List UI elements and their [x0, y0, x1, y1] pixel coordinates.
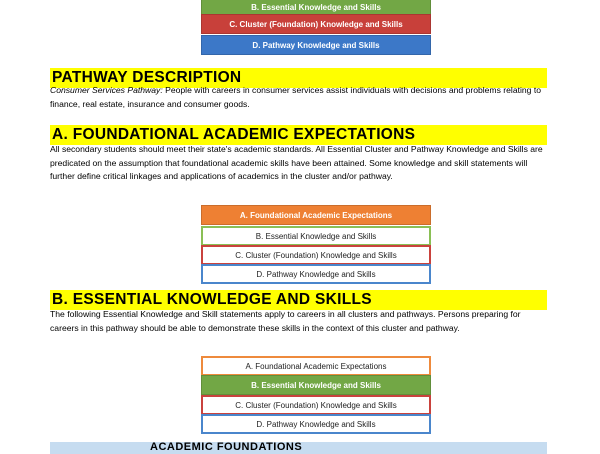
stack-b-box-a	[201, 356, 431, 376]
pathway-description-body: People with careers in consumer services assist individuals with decisions and problems relating to finance, real estate, insurance and consumer goods.	[50, 85, 542, 109]
top-box-b-label: B. Essential Knowledge and Skills	[251, 3, 381, 12]
stack-a-box-b	[201, 226, 431, 246]
section-a-heading: A. FOUNDATIONAL ACADEMIC EXPECTATIONS	[50, 125, 547, 145]
stack-a-box-d	[201, 264, 431, 284]
stack-b-box-a-label: A. Foundational Academic Expectations	[245, 361, 387, 371]
top-box-d	[201, 35, 431, 55]
stack-a-box-a	[201, 205, 431, 225]
section-a-text: All secondary students should meet their state's academic standards. All Essential Cluster and Pathway Knowledge and Skills are predicated on the assumption that foundational academic skills have been attained. Some knowledge and skill statements will further define critical linkages and applications of academics in the cluster and/or pathway.	[50, 144, 543, 181]
stack-a-box-b-label: B. Essential Knowledge and Skills	[255, 231, 377, 241]
stack-b-box-d	[201, 414, 431, 434]
stack-b-box-b-label: B. Essential Knowledge and Skills	[251, 380, 381, 390]
stack-b-box-d-label: D. Pathway Knowledge and Skills	[256, 419, 376, 429]
bottom-heading: ACADEMIC FOUNDATIONS	[150, 441, 303, 453]
top-box-c-label: C. Cluster (Foundation) Knowledge and Skills	[229, 19, 403, 29]
stack-a-box-c-label: C. Cluster (Foundation) Knowledge and Skills	[235, 250, 397, 260]
stack-a-box-a-label: A. Foundational Academic Expectations	[239, 210, 393, 220]
stack-a-box-d-label: D. Pathway Knowledge and Skills	[256, 269, 376, 279]
top-box-d-label: D. Pathway Knowledge and Skills	[252, 40, 380, 50]
section-b-text: The following Essential Knowledge and Skill statements apply to careers in all clusters and pathways. Persons preparing for careers in this pathway should be able to demonstrate these skills in the context of this cluster and pathway.	[50, 309, 521, 333]
section-b-heading: B. ESSENTIAL KNOWLEDGE AND SKILLS	[50, 290, 547, 310]
stack-a-box-c	[201, 245, 431, 265]
stack-b-box-c	[201, 395, 431, 415]
pathway-description-text	[50, 84, 550, 111]
pathway-description-heading: PATHWAY DESCRIPTION	[50, 68, 547, 88]
pathway-description-lead: Consumer Services Pathway:	[50, 85, 163, 95]
stack-b-box-c-label: C. Cluster (Foundation) Knowledge and Skills	[235, 400, 397, 410]
stack-b-box-b	[201, 375, 431, 395]
top-box-c	[201, 14, 431, 34]
